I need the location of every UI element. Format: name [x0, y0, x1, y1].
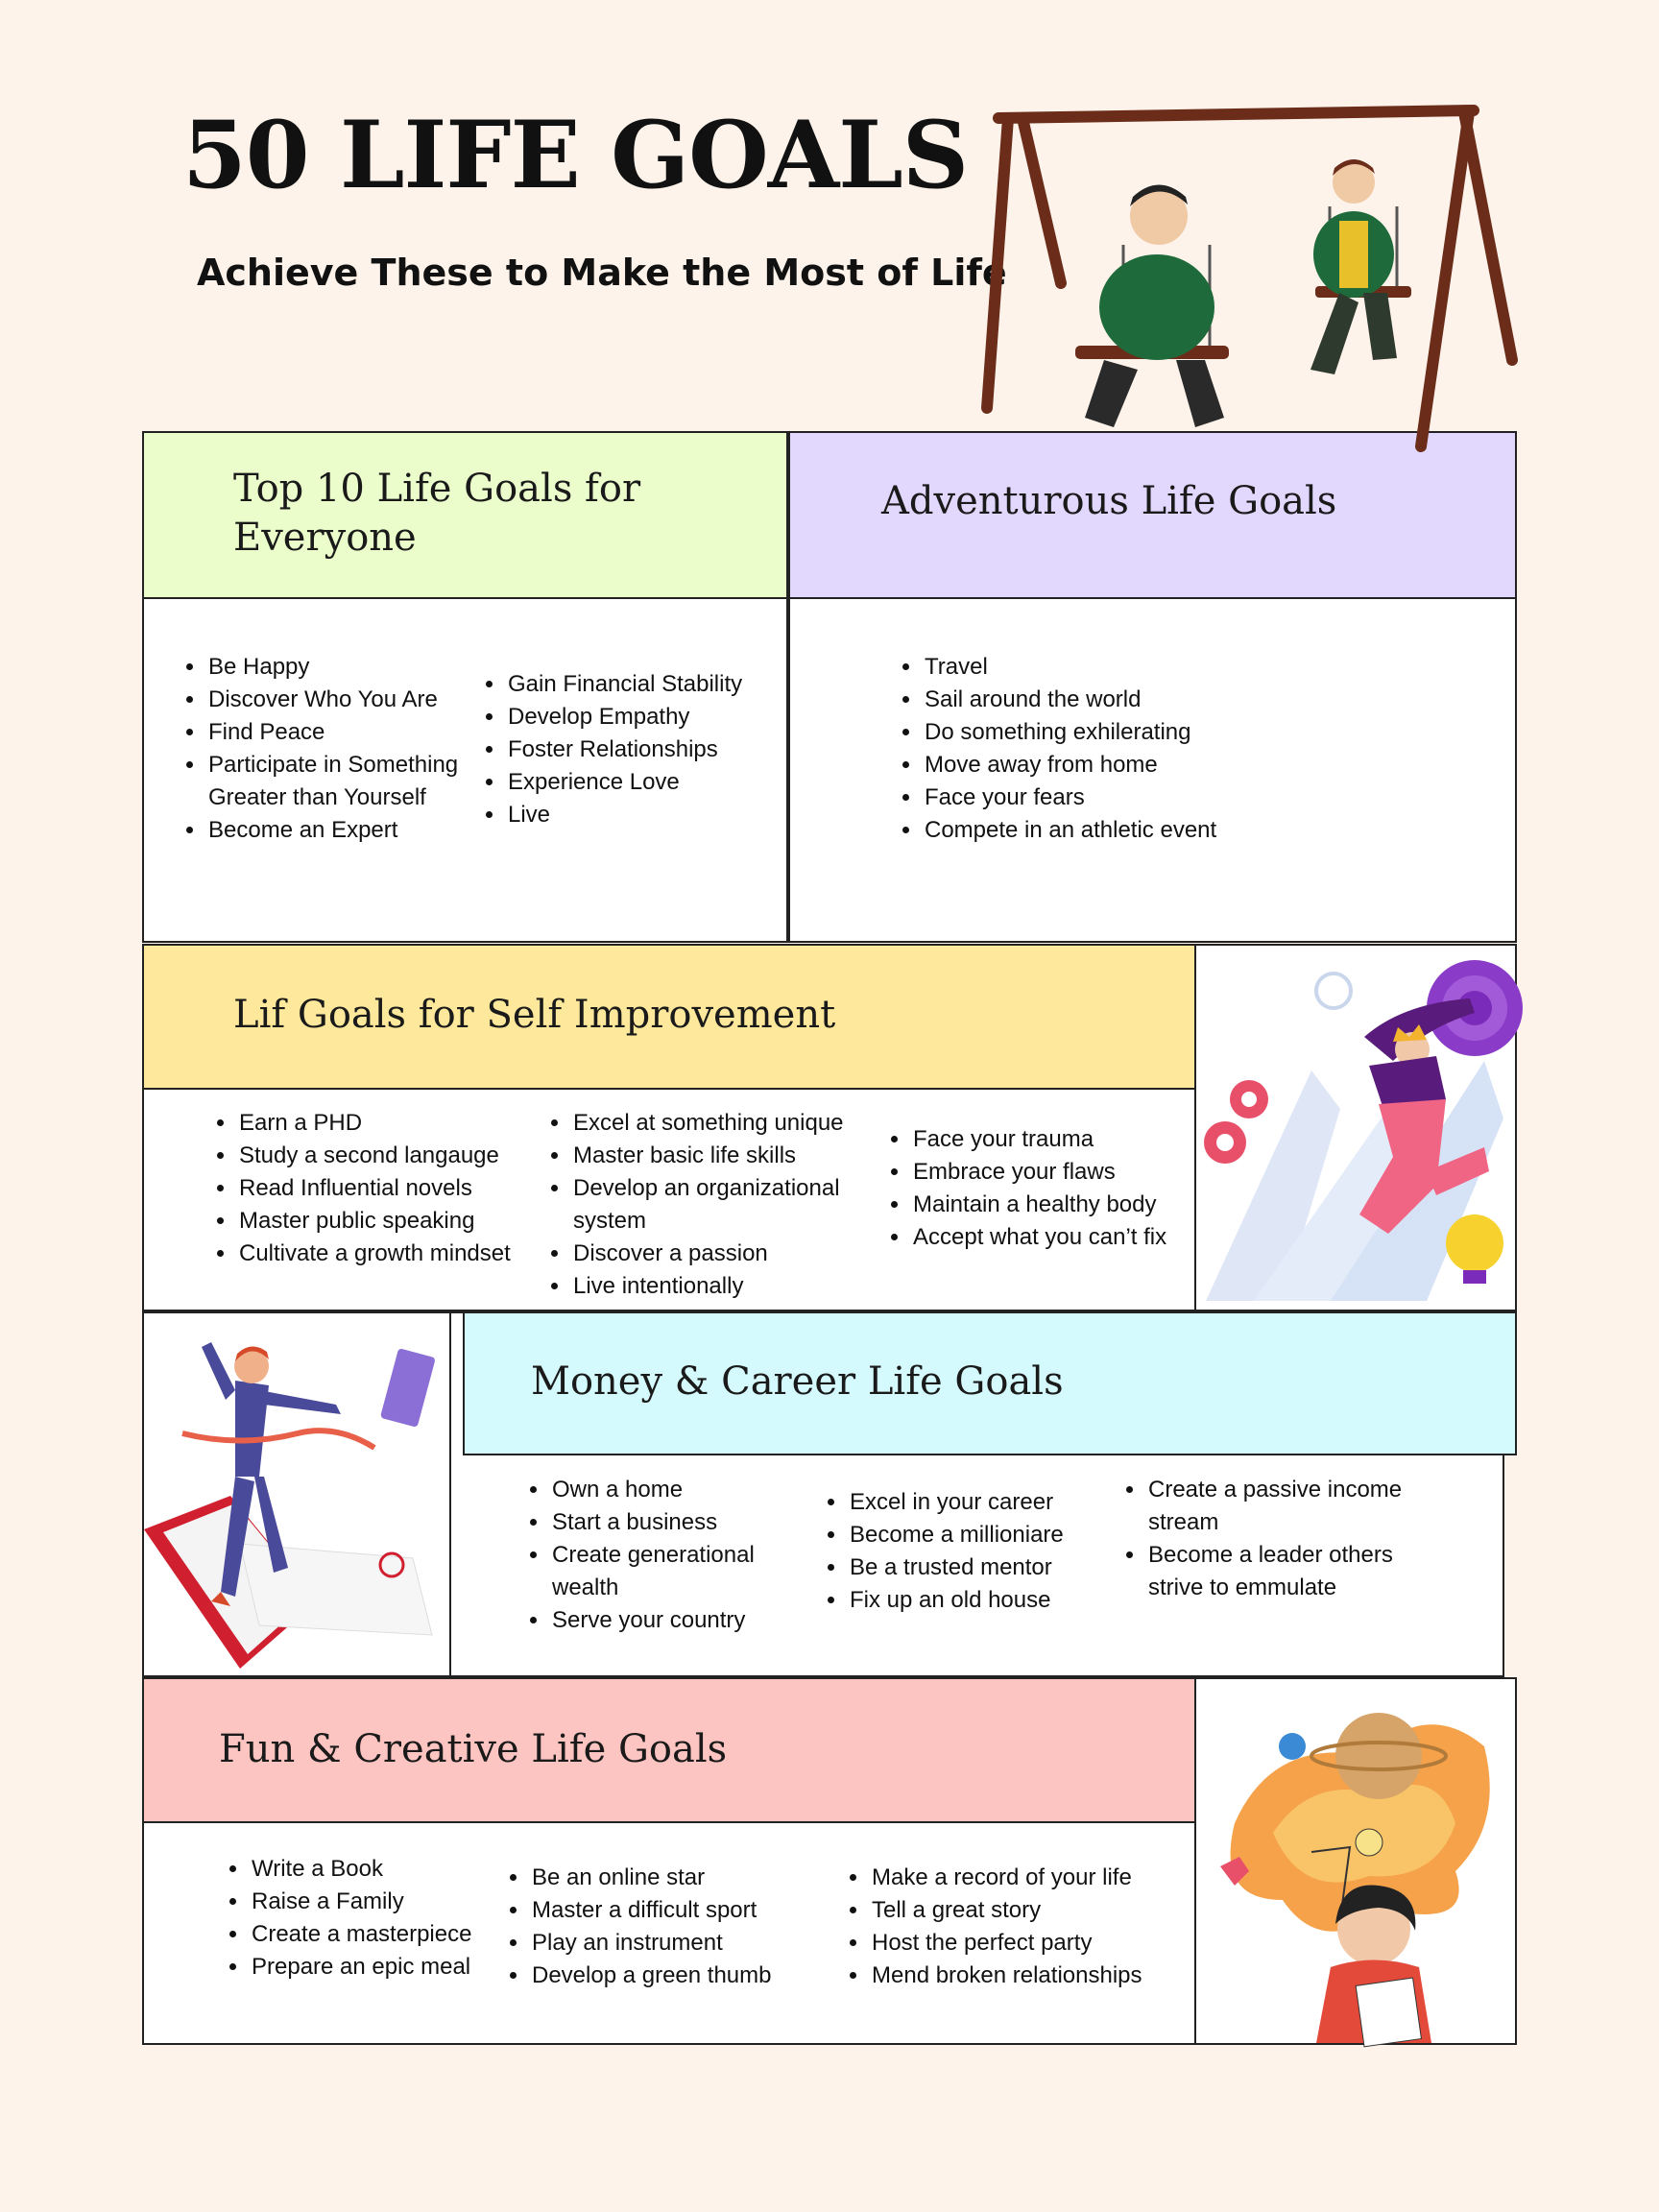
goal-item: • Embrace your flaws	[911, 1156, 1199, 1189]
goal-item: • Earn a PHD	[237, 1107, 554, 1140]
goal-item: • Fix up an old house	[848, 1584, 1117, 1617]
goal-item: • Write a Book	[250, 1853, 518, 1886]
goal-item: • Create generational wealth	[550, 1539, 800, 1604]
money-list-col2	[827, 1486, 1117, 1617]
goal-item: • Study a second langauge	[237, 1140, 554, 1172]
goal-item: • Compete in an athletic event	[923, 814, 1307, 847]
goal-item: • Develop an organizational system	[571, 1172, 888, 1238]
goal-item: • Develop Empathy	[506, 701, 794, 733]
goal-item: • Become a millioniare	[848, 1519, 1117, 1551]
fun-heading: Fun & Creative Life Goals	[219, 1727, 728, 1771]
goal-item: • Sail around the world	[923, 684, 1307, 716]
goal-item: • Excel at something unique	[571, 1107, 888, 1140]
goal-item: • Do something exhilerating	[923, 716, 1307, 749]
goal-item: • Excel in your career	[848, 1486, 1117, 1519]
page-subtitle: Achieve These to Make the Most of Life	[197, 252, 1007, 294]
goal-item: • Discover Who You Are	[206, 684, 494, 716]
goal-item: • Own a home	[550, 1474, 800, 1506]
money-list-col3	[1125, 1474, 1434, 1604]
businessman-illustration	[144, 1313, 449, 1675]
goal-item: • Master basic life skills	[571, 1140, 888, 1172]
money-heading: Money & Career Life Goals	[531, 1359, 1064, 1404]
fun-list-col3	[849, 1862, 1196, 1992]
goal-item: • Live intentionally	[571, 1270, 888, 1303]
goal-item: • Travel	[923, 651, 1307, 684]
goal-item: • Discover a passion	[571, 1238, 888, 1270]
goal-item: • Create a masterpiece	[250, 1918, 518, 1951]
money-list-col1	[529, 1474, 800, 1637]
goal-item: • Accept what you can’t fix	[911, 1221, 1199, 1254]
goal-item: • Maintain a healthy body	[911, 1189, 1199, 1221]
goal-item: • Face your trauma	[911, 1123, 1199, 1156]
goal-item: • Become a leader others strive to emmulate	[1146, 1539, 1434, 1604]
goal-item: • Master public speaking	[237, 1205, 554, 1238]
swing-illustration	[970, 101, 1536, 470]
top10-list-col1	[185, 651, 494, 847]
goal-item: • Play an instrument	[530, 1927, 818, 1960]
goal-item: • Tell a great story	[870, 1894, 1196, 1927]
goal-item: • Move away from home	[923, 749, 1307, 781]
goal-item: • Be an online star	[530, 1862, 818, 1894]
self-list-col2	[550, 1107, 888, 1303]
goal-item: • Prepare an epic meal	[250, 1951, 518, 1984]
adventurous-list	[902, 651, 1307, 847]
goal-item: • Live	[506, 799, 794, 831]
goal-item: • Raise a Family	[250, 1886, 518, 1918]
goal-item: • Cultivate a growth mindset	[237, 1238, 554, 1270]
goal-item: • Participate in Something Greater than Yourself	[206, 749, 494, 814]
goal-item: • Master a difficult sport	[530, 1894, 818, 1927]
goal-item: • Experience Love	[506, 766, 794, 799]
self-heading: Lif Goals for Self Improvement	[233, 993, 836, 1037]
goal-item: • Foster Relationships	[506, 733, 794, 766]
goal-item: • Gain Financial Stability	[506, 668, 794, 701]
goal-item: • Mend broken relationships	[870, 1960, 1196, 1992]
target-achiever-illustration	[1196, 946, 1515, 1310]
goal-item: • Create a passive income stream	[1146, 1474, 1434, 1539]
page-title: 50 LIFE GOALS	[182, 101, 969, 209]
fun-list-col1	[228, 1853, 518, 1984]
adventurous-heading: Adventurous Life Goals	[881, 479, 1337, 523]
goal-item: • Host the perfect party	[870, 1927, 1196, 1960]
goal-item: • Read Influential novels	[237, 1172, 554, 1205]
goal-item: • Serve your country	[550, 1604, 800, 1637]
top10-heading: Top 10 Life Goals for Everyone	[233, 467, 641, 560]
goal-item: • Be Happy	[206, 651, 494, 684]
fun-list-col2	[509, 1862, 818, 1992]
goal-item: • Become an Expert	[206, 814, 494, 847]
goal-item: • Find Peace	[206, 716, 494, 749]
goal-item: • Be a trusted mentor	[848, 1551, 1117, 1584]
self-list-col1	[216, 1107, 554, 1270]
goal-item: • Make a record of your life	[870, 1862, 1196, 1894]
self-list-col3	[890, 1123, 1199, 1254]
goal-item: • Develop a green thumb	[530, 1960, 818, 1992]
creative-girl-illustration	[1196, 1679, 1515, 2043]
goal-item: • Start a business	[550, 1506, 800, 1539]
top10-list-col2	[485, 668, 794, 831]
goal-item: • Face your fears	[923, 781, 1307, 814]
